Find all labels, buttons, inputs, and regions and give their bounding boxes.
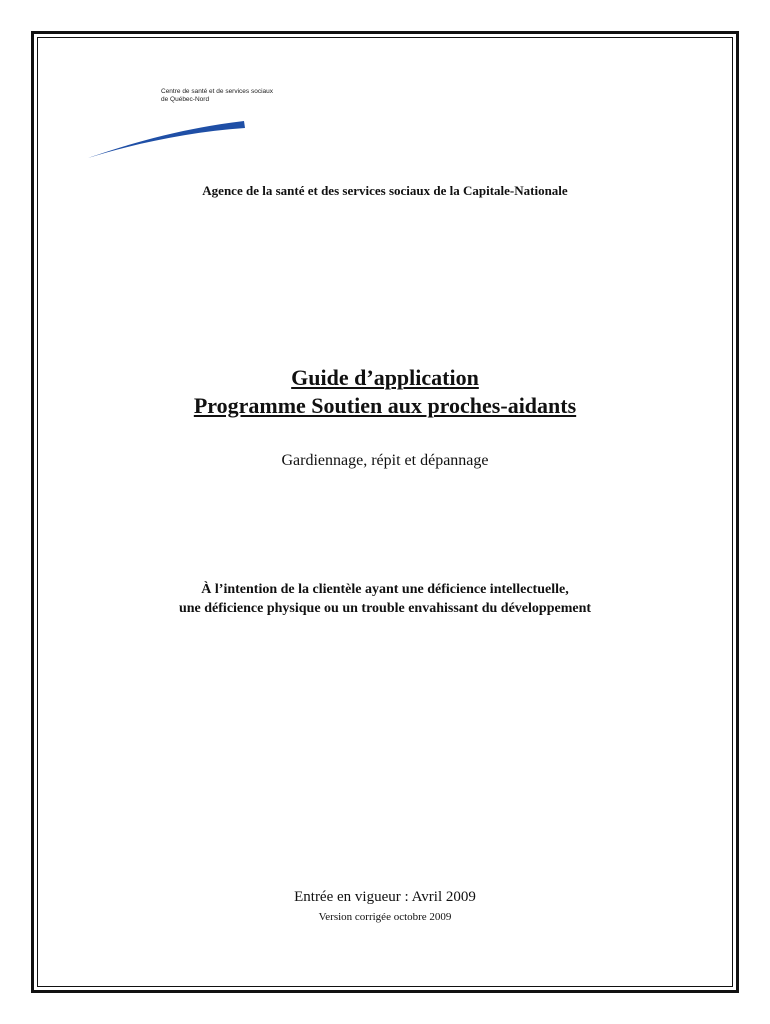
audience-statement [0, 580, 770, 618]
title-line-1: Guide d’application [291, 365, 479, 390]
version-note: Version corrigée octobre 2009 [318, 911, 452, 923]
audience-line-2: une déficience physique ou un trouble envahissant du développement [178, 601, 592, 616]
logo-text [161, 88, 273, 104]
logo-swoosh-icon [88, 118, 248, 160]
logo-text-line-1: Centre de santé et de services sociaux [161, 88, 274, 95]
audience-line-1: À l’intention de la clientèle ayant une déficience intellectuelle, [201, 582, 569, 597]
title-line-2: Programme Soutien aux proches-aidants [193, 393, 577, 418]
agency-name: Agence de la santé et des services sociaux de la Capitale-Nationale [202, 183, 568, 198]
document-title [0, 364, 770, 420]
effective-date: Entrée en vigueur : Avril 2009 [294, 889, 476, 905]
logo-text-line-2: de Québec-Nord [161, 96, 210, 103]
csss-logo [88, 88, 274, 160]
page-border-inner [37, 37, 733, 987]
document-subtitle: Gardiennage, répit et dépannage [281, 452, 489, 469]
